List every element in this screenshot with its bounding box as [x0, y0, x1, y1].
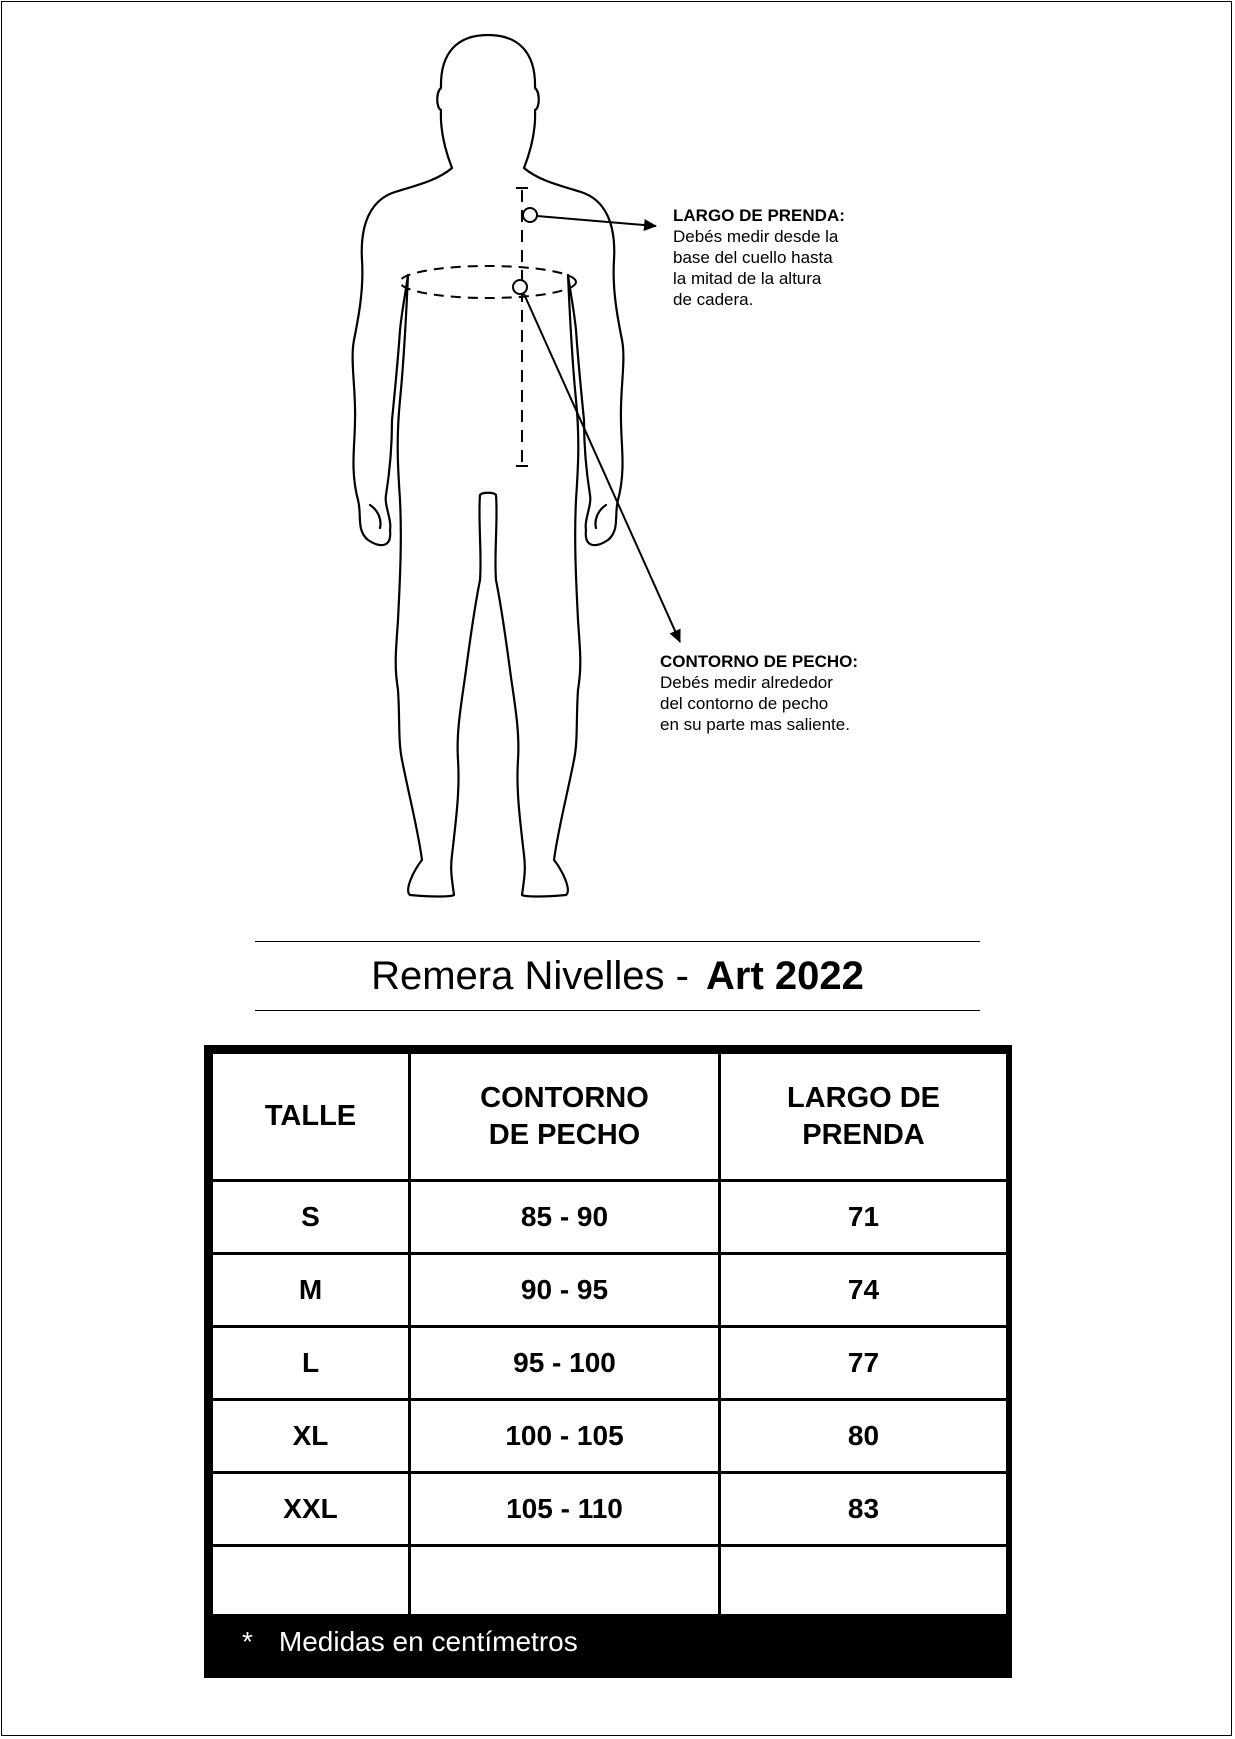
callout-line: la mitad de la altura [673, 269, 822, 288]
callout-heading: LARGO DE PRENDA: [673, 206, 845, 225]
cell-talle: XXL [212, 1473, 410, 1546]
callout-largo-de-prenda [673, 205, 845, 310]
cell-contorno: 90 - 95 [410, 1254, 720, 1327]
table-row [212, 1327, 1008, 1400]
footnote-marker: * [242, 1626, 253, 1657]
product-name: Remera Nivelles - [371, 954, 689, 998]
cell-largo: 80 [720, 1400, 1008, 1473]
header-largo [720, 1053, 1008, 1181]
cell-largo: 71 [720, 1181, 1008, 1254]
callout-contorno-de-pecho [660, 651, 858, 735]
table-row-empty [212, 1546, 1008, 1616]
title-rule-bottom [255, 1010, 980, 1011]
human-silhouette [353, 35, 624, 897]
callout-line: del contorno de pecho [660, 694, 829, 713]
header-talle: TALLE [212, 1053, 410, 1181]
cell-contorno: 100 - 105 [410, 1400, 720, 1473]
title-rule-top [255, 941, 980, 942]
callout-line: base del cuello hasta [673, 248, 833, 267]
cell-talle: XL [212, 1400, 410, 1473]
header-largo-line: PRENDA [802, 1118, 925, 1151]
cell-talle: M [212, 1254, 410, 1327]
size-table-container [204, 1045, 1012, 1678]
table-row [212, 1473, 1008, 1546]
callout-heading: CONTORNO DE PECHO: [660, 652, 859, 671]
cell-contorno: 85 - 90 [410, 1181, 720, 1254]
footnote-text: Medidas en centímetros [278, 1626, 578, 1657]
table-row [212, 1400, 1008, 1473]
cell-empty [410, 1546, 720, 1616]
cell-talle: S [212, 1181, 410, 1254]
callout-line: de cadera. [673, 290, 754, 309]
table-row [212, 1181, 1008, 1254]
cell-largo: 74 [720, 1254, 1008, 1327]
header-contorno-line: CONTORNO [480, 1081, 649, 1114]
table-row [212, 1254, 1008, 1327]
product-title [255, 952, 980, 1000]
product-article: Art 2022 [706, 954, 864, 998]
cell-contorno: 105 - 110 [410, 1473, 720, 1546]
table-header-row [212, 1053, 1008, 1181]
callout-line: Debés medir alrededor [660, 673, 833, 692]
cell-largo: 77 [720, 1327, 1008, 1400]
cell-contorno: 95 - 100 [410, 1327, 720, 1400]
cell-largo: 83 [720, 1473, 1008, 1546]
callout-line: Debés medir desde la [673, 227, 839, 246]
measure-guides [400, 188, 680, 642]
header-largo-line: LARGO DE [786, 1081, 941, 1114]
table-footnote [242, 1625, 578, 1659]
size-table [210, 1051, 1009, 1617]
cell-talle: L [212, 1327, 410, 1400]
header-contorno [410, 1053, 720, 1181]
cell-empty [212, 1546, 410, 1616]
callout-line: en su parte mas saliente. [660, 715, 850, 734]
cell-empty [720, 1546, 1008, 1616]
header-contorno-line: DE PECHO [488, 1118, 641, 1151]
